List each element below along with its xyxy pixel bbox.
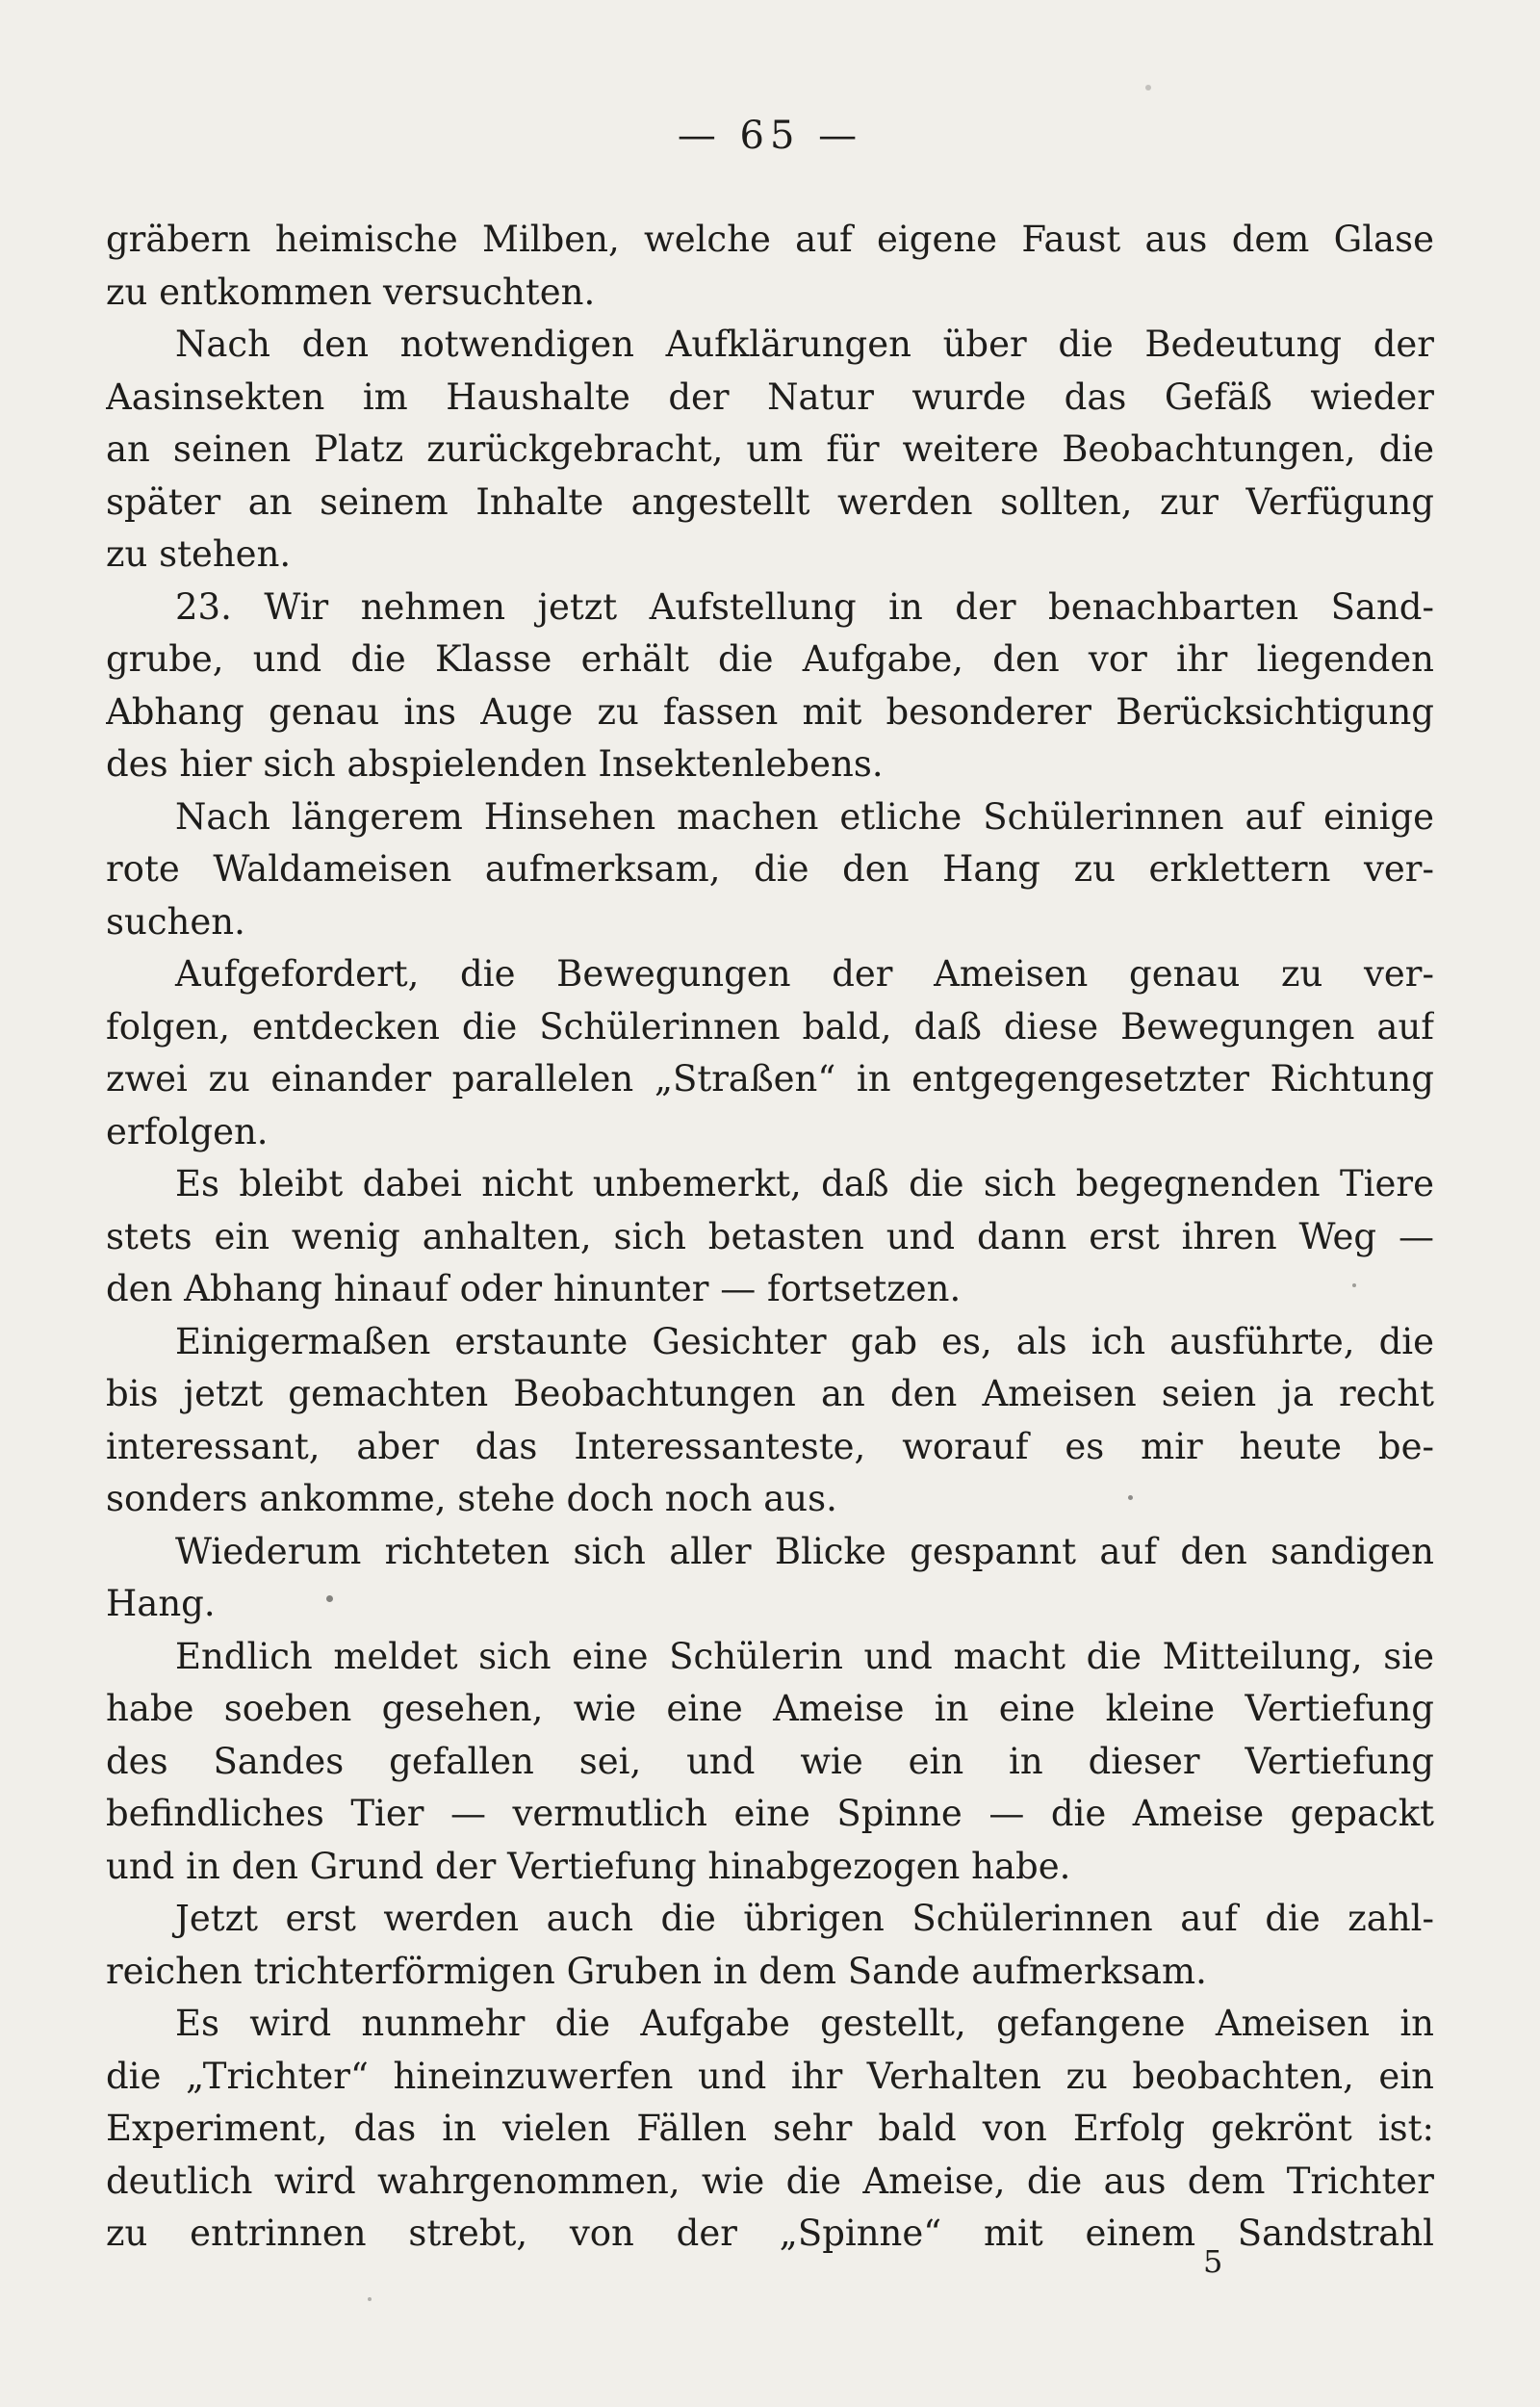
text-line: grube, und die Klasse erhält die Aufgabe, den vor ihr liegenden (106, 638, 1434, 680)
text-line: und in den Grund der Vertiefung hinabgezogen habe. (106, 1845, 1071, 1887)
text-line: später an seinem Inhalte angestellt werden sollten, zur Verfügung (106, 480, 1434, 523)
text-line: habe soeben gesehen, wie eine Ameise in eine kleine Vertiefung (106, 1688, 1434, 1729)
text-line: interessant, aber das Interessanteste, worauf es mir heute be- (106, 1425, 1434, 1467)
text-line: 23. Wir nehmen jetzt Aufstellung in der benachbarten Sand- (175, 585, 1434, 628)
ink-speck (1352, 1283, 1356, 1287)
text-line: Nach längerem Hinsehen machen etliche Schülerinnen auf einige (175, 795, 1434, 838)
text-line: an seinen Platz zurückgebracht, um für weitere Beobachtungen, die (106, 428, 1434, 470)
ink-speck (326, 1595, 333, 1602)
ink-speck (1128, 1495, 1133, 1500)
text-line: reichen trichterförmigen Gruben in dem Sande aufmerksam. (106, 1950, 1207, 1992)
text-line: rote Waldameisen aufmerksam, die den Hang zu erklettern ver- (106, 848, 1434, 890)
signature-mark: 5 (1203, 2243, 1223, 2280)
text-line: zu entrinnen strebt, von der „Spinne“ mit einem Sandstrahl (106, 2213, 1434, 2254)
ink-speck (368, 2297, 372, 2301)
text-line: bis jetzt gemachten Beobachtungen an den Ameisen seien ja recht (106, 1373, 1434, 1414)
text-line: zu stehen. (106, 533, 292, 575)
text-line: deutlich wird wahrgenommen, wie die Ameise, die aus dem Trichter (106, 2160, 1434, 2202)
text-line: Experiment, das in vielen Fällen sehr bald von Erfolg gekrönt ist: (106, 2108, 1434, 2149)
page-number: — 65 — (677, 114, 863, 158)
text-line: Endlich meldet sich eine Schülerin und macht die Mitteilung, sie (175, 1635, 1434, 1677)
text-line: stets ein wenig anhalten, sich betasten und dann erst ihren Weg — (106, 1215, 1434, 1257)
text-line: befindliches Tier — vermutlich eine Spinne — die Ameise gepackt (106, 1793, 1434, 1834)
text-line: Es bleibt dabei nicht unbemerkt, daß die sich begegnenden Tiere (175, 1163, 1434, 1204)
text-line: Abhang genau ins Auge zu fassen mit besonderer Berücksichtigung (106, 690, 1434, 733)
ink-speck (1145, 85, 1151, 91)
text-line: erfolgen. (106, 1110, 269, 1152)
text-line: des Sandes gefallen sei, und wie ein in dieser Vertiefung (106, 1740, 1434, 1782)
text-line: suchen. (106, 900, 245, 943)
text-line: des hier sich abspielenden Insektenlebens. (106, 743, 884, 785)
text-line: zu entkommen versuchten. (106, 271, 596, 313)
text-line: zwei zu einander parallelen „Straßen“ in entgegengesetzter Richtung (106, 1058, 1434, 1100)
text-line: Nach den notwendigen Aufklärungen über die Bedeutung der (175, 324, 1434, 365)
text-line: Aufgefordert, die Bewegungen der Ameisen genau zu ver- (175, 953, 1434, 995)
text-line: Hang. (106, 1583, 216, 1624)
text-line: Es wird nunmehr die Aufgabe gestellt, gefangene Ameisen in (175, 2003, 1434, 2044)
text-line: die „Trichter“ hineinzuwerfen und ihr Verhalten zu beobachten, ein (106, 2055, 1434, 2097)
text-line: Wiederum richteten sich aller Blicke gespannt auf den sandigen (175, 1530, 1434, 1572)
text-line: den Abhang hinauf oder hinunter — fortsetzen. (106, 1268, 962, 1309)
text-line: gräbern heimische Milben, welche auf eigene Faust aus dem Glase (106, 219, 1434, 260)
text-line: Jetzt erst werden auch die übrigen Schülerinnen auf die zahl- (175, 1898, 1434, 1939)
text-line: folgen, entdecken die Schülerinnen bald, daß diese Bewegungen auf (106, 1005, 1434, 1048)
body-text (106, 214, 1434, 2261)
text-line: Aasinsekten im Haushalte der Natur wurde das Gefäß wieder (106, 375, 1434, 418)
text-line: Einigermaßen erstaunte Gesichter gab es, als ich ausführte, die (175, 1320, 1434, 1362)
text-line: sonders ankomme, stehe doch noch aus. (106, 1478, 837, 1519)
